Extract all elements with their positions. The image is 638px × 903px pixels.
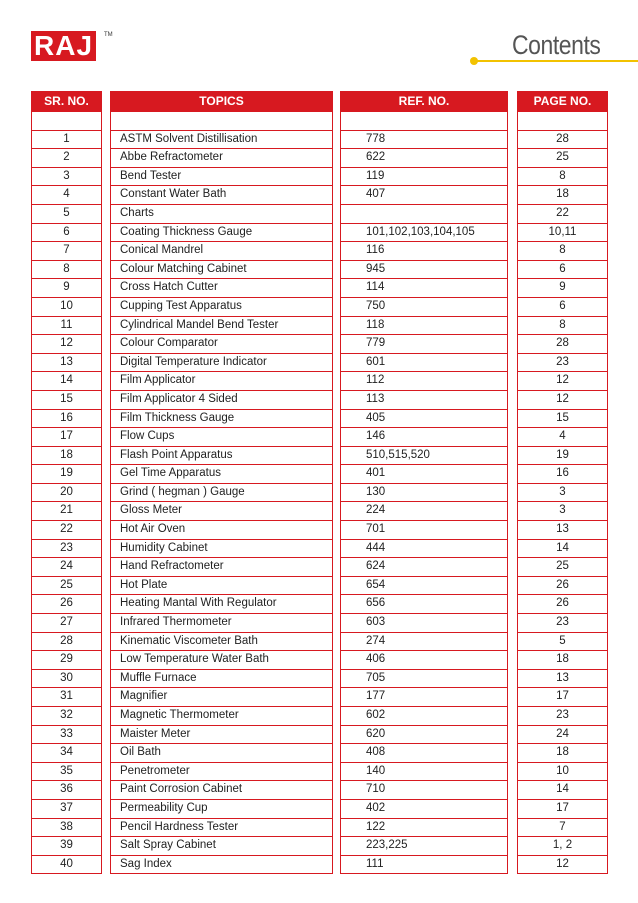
table-cell-sr: 12 <box>32 335 101 354</box>
table-cell-page: 3 <box>518 484 607 503</box>
table-cell-page: 1, 2 <box>518 837 607 856</box>
table-cell-topic: Gel Time Apparatus <box>111 465 332 484</box>
table-cell-topic: Colour Matching Cabinet <box>111 261 332 280</box>
table-cell-page: 24 <box>518 726 607 745</box>
table-cell-topic: Film Applicator 4 Sided <box>111 391 332 410</box>
table-cell-page: 23 <box>518 354 607 373</box>
table-cell-sr: 21 <box>32 502 101 521</box>
table-cell-sr: 6 <box>32 224 101 243</box>
table-cell-topic: Oil Bath <box>111 744 332 763</box>
table-cell-sr: 4 <box>32 186 101 205</box>
table-cell-topic <box>111 112 332 131</box>
table-cell-page: 18 <box>518 744 607 763</box>
table-cell-topic: Maister Meter <box>111 726 332 745</box>
table-cell-ref: 140 <box>341 763 507 782</box>
table-cell-sr: 10 <box>32 298 101 317</box>
table-cell-topic: Humidity Cabinet <box>111 540 332 559</box>
table-cell-sr: 19 <box>32 465 101 484</box>
table-cell-ref: 510,515,520 <box>341 447 507 466</box>
table-cell-page: 18 <box>518 186 607 205</box>
table-cell-topic: Penetrometer <box>111 763 332 782</box>
table-cell-page: 3 <box>518 502 607 521</box>
table-cell-ref: 223,225 <box>341 837 507 856</box>
table-cell-page: 9 <box>518 279 607 298</box>
table-cell-topic: Cylindrical Mandel Bend Tester <box>111 317 332 336</box>
table-cell-ref: 624 <box>341 558 507 577</box>
table-cell-page: 5 <box>518 633 607 652</box>
table-cell-topic: Digital Temperature Indicator <box>111 354 332 373</box>
table-cell-page: 12 <box>518 391 607 410</box>
table-cell-topic: Permeability Cup <box>111 800 332 819</box>
table-cell-ref: 114 <box>341 279 507 298</box>
table-cell-ref: 111 <box>366 857 384 870</box>
table-cell-sr: 1 <box>32 131 101 150</box>
table-cell-ref: 710 <box>341 781 507 800</box>
table-cell-ref: 224 <box>341 502 507 521</box>
table-cell-topic: Paint Corrosion Cabinet <box>111 781 332 800</box>
table-cell-sr: 5 <box>32 205 101 224</box>
table-cell-page: 12 <box>518 372 607 391</box>
table-cell-topic: Coating Thickness Gauge <box>111 224 332 243</box>
topics-header: TOPICS <box>110 91 333 112</box>
trademark-mark: TM <box>104 32 113 38</box>
ref-no-cells <box>340 112 508 874</box>
table-cell-page: 10,11 <box>518 224 607 243</box>
table-cell-ref: 146 <box>341 428 507 447</box>
table-cell-page: 8 <box>518 242 607 261</box>
table-cell-sr: 38 <box>32 819 101 838</box>
table-cell-ref: 622 <box>341 149 507 168</box>
table-cell-page: 28 <box>518 335 607 354</box>
table-cell-topic: Conical Mandrel <box>111 242 332 261</box>
table-cell-page: 8 <box>518 168 607 187</box>
table-cell-ref: 130 <box>341 484 507 503</box>
table-cell-ref: 408 <box>341 744 507 763</box>
table-cell-topic: Heating Mantal With Regulator <box>111 595 332 614</box>
raj-logo: RAJ <box>31 31 96 61</box>
table-cell-ref: 705 <box>341 670 507 689</box>
table-cell-ref: 406 <box>341 651 507 670</box>
table-cell-page: 6 <box>518 298 607 317</box>
table-cell-ref: 113 <box>341 391 507 410</box>
table-cell-sr: 13 <box>32 354 101 373</box>
table-cell-topic: Infrared Thermometer <box>111 614 332 633</box>
page-no-column <box>517 91 608 874</box>
table-cell-sr: 14 <box>32 372 101 391</box>
table-cell-topic: Low Temperature Water Bath <box>111 651 332 670</box>
table-cell-page: 14 <box>518 781 607 800</box>
table-cell-ref: 444 <box>341 540 507 559</box>
table-cell-sr: 29 <box>32 651 101 670</box>
table-cell-sr: 33 <box>32 726 101 745</box>
table-cell-topic: Hand Refractometer <box>111 558 332 577</box>
table-cell-sr: 15 <box>32 391 101 410</box>
table-cell-sr: 20 <box>32 484 101 503</box>
ref-no-header: REF. NO. <box>340 91 508 112</box>
table-cell-sr: 8 <box>32 261 101 280</box>
table-cell-topic: Cupping Test Apparatus <box>111 298 332 317</box>
table-cell-ref: 779 <box>341 335 507 354</box>
table-cell-ref: 407 <box>341 186 507 205</box>
table-cell-topic: Grind ( hegman ) Gauge <box>111 484 332 503</box>
table-cell-ref: 118 <box>341 317 507 336</box>
table-cell-ref: 274 <box>341 633 507 652</box>
table-cell-page: 12 <box>556 857 569 870</box>
sr-no-cells <box>31 112 102 874</box>
ref-no-column <box>340 91 508 874</box>
sr-no-column <box>31 91 102 874</box>
table-cell-sr: 35 <box>32 763 101 782</box>
table-cell-topic: Sag Index <box>120 857 172 870</box>
table-cell-sr: 22 <box>32 521 101 540</box>
table-cell-page: 23 <box>518 707 607 726</box>
table-cell-topic: Gloss Meter <box>111 502 332 521</box>
table-cell-page: 7 <box>518 819 607 838</box>
topics-cells <box>110 112 333 874</box>
table-cell-page: 13 <box>518 521 607 540</box>
table-cell-page: 4 <box>518 428 607 447</box>
title-underline <box>474 60 638 62</box>
table-cell-sr: 17 <box>32 428 101 447</box>
page-no-cells <box>517 112 608 874</box>
table-cell-page: 23 <box>518 614 607 633</box>
table-cell-ref: 405 <box>341 410 507 429</box>
table-cell-ref: 620 <box>341 726 507 745</box>
table-cell-topic: Film Thickness Gauge <box>111 410 332 429</box>
table-cell-sr: 18 <box>32 447 101 466</box>
table-cell-page: 8 <box>518 317 607 336</box>
table-cell-topic: Bend Tester <box>111 168 332 187</box>
table-cell-sr: 28 <box>32 633 101 652</box>
table-cell-ref: 101,102,103,104,105 <box>341 224 507 243</box>
table-cell-ref: 603 <box>341 614 507 633</box>
table-cell-ref: 601 <box>341 354 507 373</box>
table-cell-topic: Pencil Hardness Tester <box>111 819 332 838</box>
table-cell-topic: Flash Point Apparatus <box>111 447 332 466</box>
table-cell-ref: 401 <box>341 465 507 484</box>
table-cell-ref: 602 <box>341 707 507 726</box>
table-cell-ref <box>341 112 507 131</box>
table-cell-page: 22 <box>518 205 607 224</box>
table-cell-page: 17 <box>518 688 607 707</box>
table-cell-sr: 3 <box>32 168 101 187</box>
title-underline-dot <box>470 57 478 65</box>
table-cell-topic: Magnifier <box>111 688 332 707</box>
table-cell-page: 16 <box>518 465 607 484</box>
table-cell-topic: Flow Cups <box>111 428 332 447</box>
table-cell-page <box>518 112 607 131</box>
table-cell-page: 10 <box>518 763 607 782</box>
table-cell-page: 25 <box>518 558 607 577</box>
table-cell-ref: 116 <box>341 242 507 261</box>
table-cell-page: 19 <box>518 447 607 466</box>
table-cell-ref: 112 <box>341 372 507 391</box>
table-cell-sr: 23 <box>32 540 101 559</box>
table-cell-page: 6 <box>518 261 607 280</box>
table-cell-ref: 177 <box>341 688 507 707</box>
table-cell-topic: Constant Water Bath <box>111 186 332 205</box>
table-cell-sr: 26 <box>32 595 101 614</box>
table-cell-page: 18 <box>518 651 607 670</box>
table-cell-topic: Cross Hatch Cutter <box>111 279 332 298</box>
table-cell-sr <box>32 112 101 131</box>
page-title: Contents <box>512 30 601 60</box>
table-cell-sr: 27 <box>32 614 101 633</box>
sr-no-header: SR. NO. <box>31 91 102 112</box>
table-cell-sr: 31 <box>32 688 101 707</box>
table-cell-ref: 656 <box>341 595 507 614</box>
table-cell-topic: Abbe Refractometer <box>111 149 332 168</box>
table-cell-page: 25 <box>518 149 607 168</box>
table-cell-sr: 25 <box>32 577 101 596</box>
table-cell-ref: 778 <box>341 131 507 150</box>
table-cell-page: 28 <box>518 131 607 150</box>
table-cell-sr: 30 <box>32 670 101 689</box>
table-cell-sr: 24 <box>32 558 101 577</box>
table-cell-page: 26 <box>518 595 607 614</box>
table-cell-sr: 7 <box>32 242 101 261</box>
table-cell-ref: 701 <box>341 521 507 540</box>
table-cell-topic: Kinematic Viscometer Bath <box>111 633 332 652</box>
table-cell-ref: 750 <box>341 298 507 317</box>
table-cell-sr: 37 <box>32 800 101 819</box>
table-cell-sr: 40 <box>60 857 73 870</box>
table-cell-topic: Hot Plate <box>111 577 332 596</box>
table-cell-ref: 654 <box>341 577 507 596</box>
table-cell-sr: 9 <box>32 279 101 298</box>
table-cell-page: 13 <box>518 670 607 689</box>
table-cell-ref <box>341 205 507 224</box>
table-cell-sr: 39 <box>32 837 101 856</box>
table-cell-ref: 945 <box>341 261 507 280</box>
table-cell-topic: Salt Spray Cabinet <box>111 837 332 856</box>
table-cell-ref: 402 <box>341 800 507 819</box>
table-cell-topic: ASTM Solvent Distillisation <box>111 131 332 150</box>
table-cell-topic: Colour Comparator <box>111 335 332 354</box>
topics-column <box>110 91 333 874</box>
table-cell-sr: 32 <box>32 707 101 726</box>
table-cell-ref: 119 <box>341 168 507 187</box>
table-cell-ref: 122 <box>341 819 507 838</box>
table-cell-sr: 2 <box>32 149 101 168</box>
table-cell-topic: Film Applicator <box>111 372 332 391</box>
table-cell-topic: Hot Air Oven <box>111 521 332 540</box>
table-cell-topic: Muffle Furnace <box>111 670 332 689</box>
table-cell-topic: Charts <box>111 205 332 224</box>
table-cell-topic: Magnetic Thermometer <box>111 707 332 726</box>
table-cell-sr: 16 <box>32 410 101 429</box>
table-cell-sr: 36 <box>32 781 101 800</box>
table-cell-page: 26 <box>518 577 607 596</box>
table-cell-page: 15 <box>518 410 607 429</box>
table-cell-sr: 34 <box>32 744 101 763</box>
table-cell-sr: 11 <box>32 317 101 336</box>
table-cell-page: 14 <box>518 540 607 559</box>
table-cell-page: 17 <box>518 800 607 819</box>
page-no-header: PAGE NO. <box>517 91 608 112</box>
